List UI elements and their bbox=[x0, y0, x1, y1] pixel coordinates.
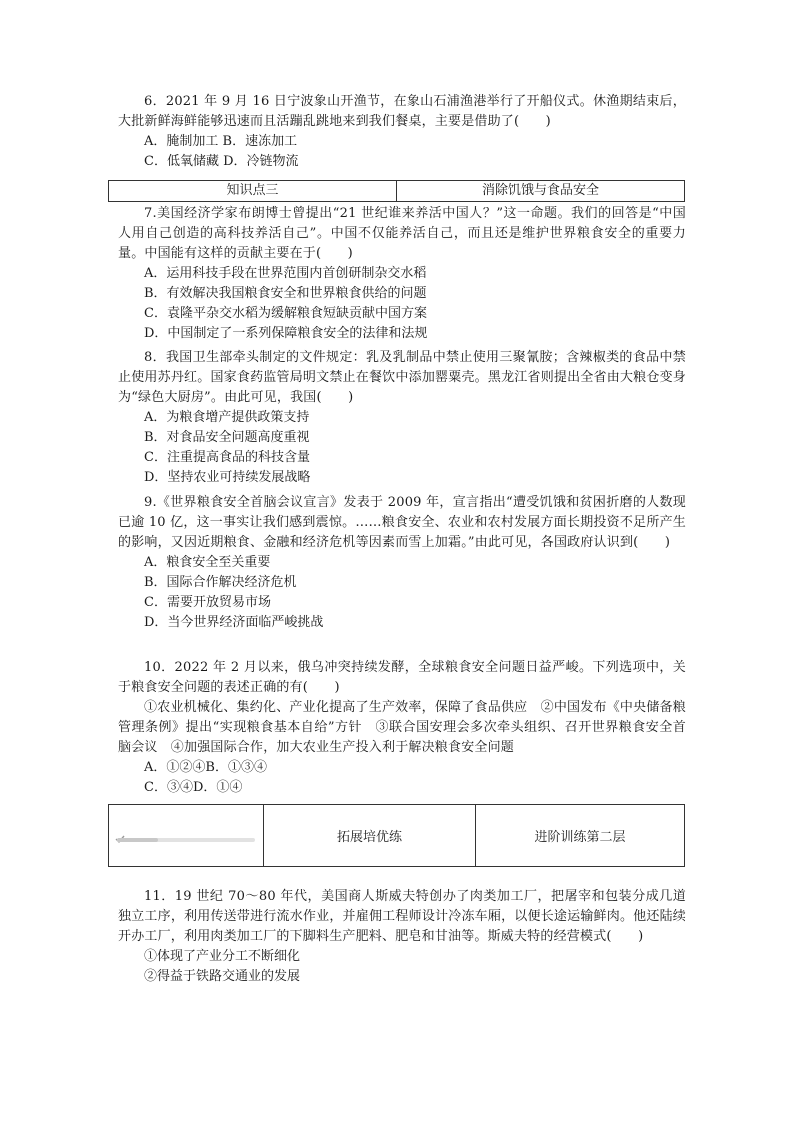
question-8-stem: 8．我国卫生部牵头制定的文件规定：乳及乳制品中禁止使用三聚氰胺；含辣椒类的食品中禁止使用苏丹红。国家食药监管局明文禁止在餐饮中添加罂粟壳。黑龙江省则提出全省由大粮仓变身为“绿色大厨房”。由此可见，我国( ) bbox=[118, 350, 686, 405]
section-3-header bbox=[108, 180, 685, 202]
question-6-stem: 6．2021 年 9 月 16 日宁波象山开渔节，在象山石浦渔港举行了开船仪式。休渔期结束后，大批新鲜海鲜能够迅速而且活蹦乱跳地来到我们餐桌，主要是借助了( ) bbox=[118, 94, 686, 129]
question-8-option-a: A．为粮食增产提供政策支持 bbox=[144, 410, 310, 425]
progress-bar bbox=[117, 838, 255, 842]
question-8-option-b: B．对食品安全问题高度重视 bbox=[144, 430, 310, 445]
question-6 bbox=[118, 92, 686, 172]
banner-left-label: 拓展培优练 bbox=[264, 805, 476, 866]
question-11 bbox=[118, 887, 686, 987]
question-10-stem: 10．2022 年 2 月以来，俄乌冲突持续发酵，全球粮食安全问题日益严峻。下列选项中，关于粮食安全问题的表述正确的有( ) bbox=[118, 660, 686, 695]
question-8 bbox=[118, 348, 686, 488]
banner-right-label: 进阶训练第二层 bbox=[534, 830, 626, 845]
progress-fill bbox=[117, 838, 158, 842]
banner-progress-cell bbox=[109, 805, 264, 866]
question-10-items: ①农业机械化、集约化、产业化提高了生产效率，保障了食品供应 ②中国发布《中央储备粮管理条例》提出“实现粮食基本自给”方针 ③联合国安理会多次牵头组织、召开世界粮食安全首脑会议 ④加强国际合作，加大农业生产投入利于解决粮食安全问题 bbox=[118, 700, 686, 755]
question-10-options-ab: A．①②④B．①③④ bbox=[144, 760, 267, 775]
question-11-item-2: ②得益于铁路交通业的发展 bbox=[144, 969, 301, 984]
section-3-title: 消除饥饿与食品安全 bbox=[396, 181, 684, 201]
question-8-option-d: D．坚持农业可持续发展战略 bbox=[144, 470, 311, 485]
question-8-option-c: C．注重提高食品的科技含量 bbox=[144, 450, 310, 465]
question-9-option-b: B．国际合作解决经济危机 bbox=[144, 575, 297, 590]
question-7 bbox=[118, 204, 686, 344]
question-7-option-d: D．中国制定了一系列保障粮食安全的法律和法规 bbox=[144, 326, 428, 341]
question-9-stem: 9.《世界粮食安全首脑会议宣言》发表于 2009 年，宣言指出“遭受饥饿和贫困折磨的人数现已逾 10 亿，这一事实让我们感到震惊。……粮食安全、农业和农村发展方面长期投资不足所产生的影响，又因近期粮食、金融和经济危机等因素而雪上加霜。”由此可见，各国政府认识到( ) bbox=[118, 495, 686, 550]
question-9 bbox=[118, 493, 686, 633]
question-10 bbox=[118, 658, 686, 798]
question-10-options-cd: C．③④D．①④ bbox=[144, 780, 243, 795]
question-7-stem: 7.美国经济学家布朗博士曾提出“21 世纪谁来养活中国人？”这一命题。我们的回答是“中国人用自己创造的高科技养活自己”。中国不仅能养活自己，而且还是维护世界粮食安全的重要力量。中国能有这样的贡献主要在于( ) bbox=[118, 206, 686, 261]
question-7-option-a: A．运用科技手段在世界范围内首创研制杂交水稻 bbox=[144, 266, 427, 281]
section-3-label: 知识点三 bbox=[226, 183, 279, 198]
question-11-item-1: ①体现了产业分工不断细化 bbox=[144, 949, 301, 964]
question-6-options-cd: C．低氧储藏 D．冷链物流 bbox=[144, 154, 299, 169]
question-9-option-d: D．当今世界经济面临严峻挑战 bbox=[144, 615, 324, 630]
question-11-stem: 11．19 世纪 70～80 年代，美国商人斯威夫特创办了肉类加工厂，把屠宰和包装分成几道独立工序，利用传送带进行流水作业，并雇佣工程师设计冷冻车厢，以便长途运输鲜肉。他还陆续开办工厂，利用肉类加工厂的下脚料生产肥料、肥皂和甘油等。斯威夫特的经营模式( ) bbox=[118, 889, 686, 944]
question-9-option-a: A．粮食安全至关重要 bbox=[144, 555, 271, 570]
question-7-option-b: B．有效解决我国粮食安全和世界粮食供给的问题 bbox=[144, 286, 427, 301]
question-6-options-ab: A．腌制加工 B．速冻加工 bbox=[144, 134, 298, 149]
question-7-option-c: C．袁隆平杂交水稻为缓解粮食短缺贡献中国方案 bbox=[144, 306, 427, 321]
question-9-option-c: C．需要开放贸易市场 bbox=[144, 595, 271, 610]
extension-banner bbox=[108, 804, 685, 867]
